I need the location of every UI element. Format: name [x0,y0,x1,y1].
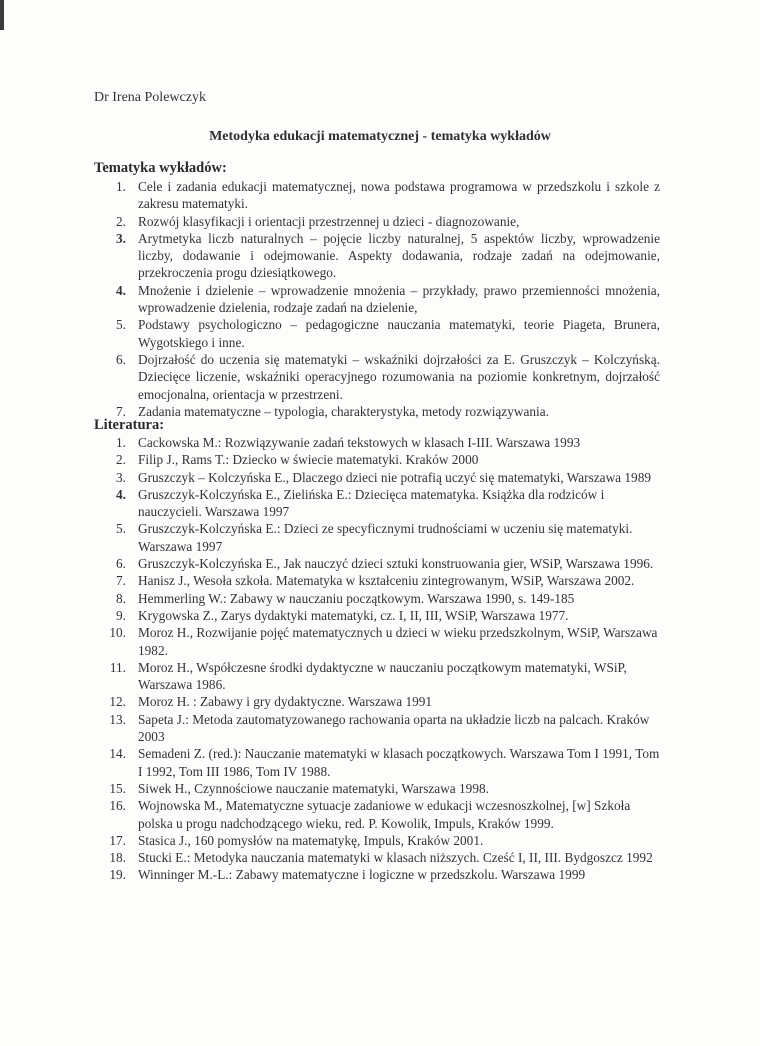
list-item [0,213,660,230]
item-text: Wojnowska M., Matematyczne sytuacje zadaniowe w edukacji wczesnoszkolnej, [w] Szkoła polska u progu nadchodzącego wieku, red. P. Kowolik, Impuls, Kraków 1999. [138,798,631,831]
item-text: Moroz H., Współczesne środki dydaktyczne w nauczaniu początkowym matematyki, WSiP, Warszawa 1986. [138,659,627,693]
list-item [0,659,660,694]
list-item [0,572,660,589]
list-item [0,607,660,624]
list-item [0,866,660,883]
item-number: 2. [116,213,126,229]
topics-heading: Tematyka wykładów: [94,160,227,176]
list-item [0,486,660,521]
item-text: Podstawy psychologiczno – pedagogiczne nauczania matematyki, teorie Piageta, Brunera, Wygotskiego i inne. [138,317,660,350]
item-number: 5. [116,317,126,333]
literature-list [0,434,660,884]
item-text: Cackowska M.: Rozwiązywanie zadań tekstowych w klasach I-III. Warszawa 1993 [138,435,581,450]
item-number: 9. [116,607,126,623]
item-number: 13. [109,711,126,727]
item-text: Hemmerling W.: Zabawy w nauczaniu początkowym. Warszawa 1990, s. 149-185 [138,590,575,606]
item-number: 8. [116,590,126,606]
item-number: 4. [116,486,126,502]
item-number: 1. [116,435,126,450]
list-item [0,434,660,451]
list-item [0,316,660,351]
topics-list [0,178,660,420]
list-item [0,849,660,866]
list-item [0,282,660,317]
item-number: 7. [116,573,126,589]
item-number: 16. [109,798,126,814]
item-text: Stasica J., 160 pomysłów na matematykę, Impuls, Kraków 2001. [138,832,484,848]
item-number: 4. [116,282,126,298]
item-text: Stucki E.: Metodyka nauczania matematyki w klasach niższych. Cześć I, II, III. Bydgoszcz 1992 [138,850,653,866]
list-item [0,780,660,797]
list-item [0,745,660,780]
item-text: Moroz H., Rozwijanie pojęć matematycznych u dzieci w wieku przedszkolnym, WSiP, Warszawa 1982. [138,625,658,658]
item-number: 1. [116,179,126,194]
list-item [0,520,660,555]
list-item [0,555,660,572]
literature-heading: Literatura: [94,417,165,433]
document-title: Metodyka edukacji matematycznej - tematyka wykładów [209,129,551,144]
item-text: Gruszczyk-Kolczyńska E.: Dzieci ze specyficznymi trudnościami w uczeniu się matematyki. Warszawa 1997 [138,521,633,554]
item-number: 19. [109,867,126,883]
list-item [0,624,660,659]
item-text: Cele i zadania edukacji matematycznej, nowa podstawa programowa w przedszkolu i szkole z zakresu matematyki. [138,179,660,212]
list-item [0,469,660,486]
item-number: 14. [109,746,126,762]
list-item [0,832,660,849]
item-number: 3. [116,230,126,246]
scan-edge-mark [0,0,4,30]
list-item [0,451,660,468]
item-text: Gruszczyk-Kolczyńska E., Zielińska E.: Dziecięca matematyka. Książka dla rodziców i nauczycieli. Warszawa 1997 [138,486,605,520]
item-text: Rozwój klasyfikacji i orientacji przestrzennej u dzieci - diagnozowanie, [138,213,520,229]
item-text: Mnożenie i dzielenie – wprowadzenie mnożenia – przykłady, prawo przemienności mnożenia, wprowadzenie dzielenia, rodzaje zadań na dzielenie, [138,282,660,316]
item-number: 3. [116,469,126,485]
item-text: Semadeni Z. (red.): Nauczanie matematyki w klasach początkowych. Warszawa Tom I 1991, Tom I 1992, Tom III 1986, Tom IV 1988. [138,746,660,779]
item-number: 2. [116,452,126,468]
list-item [0,351,660,403]
item-text: Sapeta J.: Metoda zautomatyzowanego rachowania oparta na układzie liczb na palcach. Kraków 2003 [138,711,650,745]
item-number: 17. [109,832,126,848]
item-text: Krygowska Z., Zarys dydaktyki matematyki, cz. I, II, III, WSiP, Warszawa 1977. [138,607,569,623]
item-text: Arytmetyka liczb naturalnych – pojęcie liczby naturalnej, 5 aspektów liczby, wprowadzenie liczby, dodawanie i odejmowanie. Aspekty dodawania, rodzaje zadań na odejmowanie, przekroczenia progu dziesiątkowego. [138,230,660,281]
author-name: Dr Irena Polewczyk [94,90,206,105]
item-number: 6. [116,351,126,367]
item-number: 18. [109,850,126,866]
item-number: 12. [109,694,126,710]
item-number: 15. [109,780,126,796]
item-text: Moroz H. : Zabawy i gry dydaktyczne. Warszawa 1991 [138,694,433,710]
list-item [0,590,660,607]
item-number: 5. [116,521,126,537]
list-item [0,711,660,746]
item-text: Filip J., Rams T.: Dziecko w świecie matematyki. Kraków 2000 [138,452,479,468]
item-number: 7. [116,403,126,419]
item-text: Gruszczyk – Kolczyńska E., Dlaczego dzieci nie potrafią uczyć się matematyki, Warszawa 1989 [138,469,651,485]
item-text: Hanisz J., Wesoła szkoła. Matematyka w kształceniu zintegrowanym, WSiP, Warszawa 2002. [138,573,635,589]
list-item [0,230,660,282]
item-number: 10. [109,625,126,641]
item-text: Winninger M.-L.: Zabawy matematyczne i logiczne w przedszkolu. Warszawa 1999 [138,867,586,883]
list-item [0,178,660,213]
item-number: 6. [116,556,126,572]
item-text: Siwek H., Czynnościowe nauczanie matematyki, Warszawa 1998. [138,780,489,796]
item-text: Gruszczyk-Kolczyńska E., Jak nauczyć dzieci sztuki konstruowania gier, WSiP, Warszawa 1996. [138,556,654,572]
list-item [0,693,660,710]
item-text: Zadania matematyczne – typologia, charakterystyka, metody rozwiązywania. [138,403,549,419]
item-text: Dojrzałość do uczenia się matematyki – wskaźniki dojrzałości za E. Gruszczyk – Kolczyńską. Dziecięce liczenie, wskaźniki operacyjnego rozumowania na poziomie konkretnym, dojrzałość emocjonalna, orientacja w przestrzeni. [138,351,660,402]
list-item [0,797,660,832]
item-number: 11. [109,659,126,675]
